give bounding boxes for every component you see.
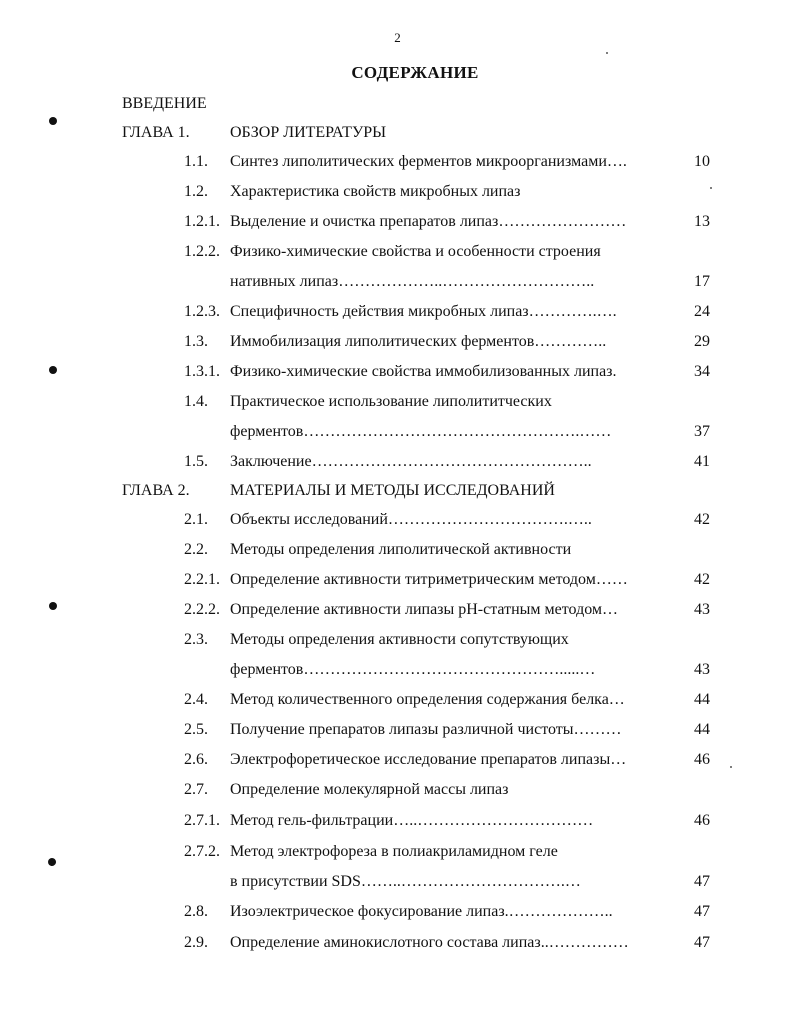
entry-page: 10 <box>694 153 710 170</box>
entry-page: 47 <box>694 873 710 890</box>
entry-number: 2.2.2. <box>184 601 220 618</box>
toc-entry <box>0 746 795 774</box>
toc-intro <box>0 90 795 118</box>
toc-entry <box>0 448 795 476</box>
toc-entry <box>0 686 795 714</box>
entry-number: 1.2.1. <box>184 213 220 230</box>
entry-number: 1.2.3. <box>184 303 220 320</box>
entry-text: Характеристика свойств микробных липаз <box>230 183 521 200</box>
entry-page: 47 <box>694 934 710 951</box>
entry-text: Синтез липолитических ферментов микроорганизмами…. <box>230 153 627 170</box>
toc-entry <box>0 328 795 356</box>
toc-entry <box>0 929 795 957</box>
entry-text: Электрофоретическое исследование препаратов липазы… <box>230 751 627 768</box>
entry-text: Методы определения липолитической активности <box>230 541 572 558</box>
intro-label: ВВЕДЕНИЕ <box>122 95 207 112</box>
toc-entry <box>0 536 795 564</box>
toc-entry <box>0 838 795 866</box>
toc-entry <box>0 268 795 296</box>
scan-speck <box>730 766 732 768</box>
toc-entry <box>0 506 795 534</box>
entry-text: Метод электрофореза в полиакриламидном геле <box>230 843 558 860</box>
entry-text: Физико-химические свойства иммобилизованных липаз. <box>230 363 617 380</box>
toc-entry <box>0 807 795 835</box>
chapter-label: ГЛАВА 2. <box>122 482 190 499</box>
entry-number: 2.7.1. <box>184 812 220 829</box>
entry-text: Специфичность действия микробных липаз………….…. <box>230 303 617 320</box>
scan-speck <box>606 52 608 54</box>
entry-number: 2.4. <box>184 691 208 708</box>
entry-text: Определение молекулярной массы липаз <box>230 781 509 798</box>
entry-number: 2.3. <box>184 631 208 648</box>
entry-number: 1.2.2. <box>184 243 220 260</box>
entry-page: 43 <box>694 661 710 678</box>
entry-text: Изоэлектрическое фокусирование липаз.……………….. <box>230 903 613 920</box>
page-title: СОДЕРЖАНИЕ <box>351 63 479 82</box>
toc-chapter <box>0 477 795 505</box>
entry-text: Заключение…………………………………………….. <box>230 453 592 470</box>
toc-entry <box>0 208 795 236</box>
toc-entry <box>0 656 795 684</box>
entry-text: нативных липаз………………..……………………….. <box>230 273 595 290</box>
entry-text: Определение активности липазы pH-статным методом… <box>230 601 619 618</box>
toc-entry <box>0 596 795 624</box>
entry-number: 2.2.1. <box>184 571 220 588</box>
entry-text: Получение препаратов липазы различной чистоты……… <box>230 721 622 738</box>
entry-text: Метод гель-фильтрации…..…………………………… <box>230 812 594 829</box>
entry-text: ферментов………………………………………….....… <box>230 661 596 678</box>
punch-hole-mark <box>49 117 57 125</box>
entry-text: Иммобилизация липолитических ферментов………….. <box>230 333 607 350</box>
chapter-title: МАТЕРИАЛЫ И МЕТОДЫ ИССЛЕДОВАНИЙ <box>230 482 555 499</box>
entry-page: 41 <box>694 453 710 470</box>
entry-number: 2.7.2. <box>184 843 220 860</box>
toc-entry <box>0 238 795 266</box>
entry-number: 1.5. <box>184 453 208 470</box>
entry-number: 1.3. <box>184 333 208 350</box>
entry-number: 2.9. <box>184 934 208 951</box>
entry-text: Физико-химические свойства и особенности строения <box>230 243 601 260</box>
toc-entry <box>0 148 795 176</box>
entry-page: 24 <box>694 303 710 320</box>
entry-page: 34 <box>694 363 710 380</box>
page-number: 2 <box>394 30 401 45</box>
toc-chapter <box>0 119 795 147</box>
entry-page: 42 <box>694 511 710 528</box>
toc-entry <box>0 418 795 446</box>
entry-page: 46 <box>694 812 710 829</box>
entry-text: Выделение и очистка препаратов липаз…………………… <box>230 213 627 230</box>
entry-page: 13 <box>694 213 710 230</box>
punch-hole-mark <box>49 366 57 374</box>
entry-page: 46 <box>694 751 710 768</box>
entry-page: 37 <box>694 423 710 440</box>
punch-hole-mark <box>49 602 57 610</box>
toc-entry <box>0 868 795 896</box>
toc-entry <box>0 388 795 416</box>
entry-number: 2.5. <box>184 721 208 738</box>
entry-page: 42 <box>694 571 710 588</box>
entry-text: ферментов…………………………………………….…… <box>230 423 612 440</box>
toc-entry <box>0 178 795 206</box>
entry-text: Практическое использование липолититческих <box>230 393 552 410</box>
entry-number: 2.7. <box>184 781 208 798</box>
chapter-label: ГЛАВА 1. <box>122 124 190 141</box>
entry-page: 43 <box>694 601 710 618</box>
entry-text: Методы определения активности сопутствующих <box>230 631 569 648</box>
chapter-title: ОБЗОР ЛИТЕРАТУРЫ <box>230 124 387 141</box>
toc-entry <box>0 298 795 326</box>
entry-text: Определение активности титриметрическим методом…… <box>230 571 628 588</box>
toc-entry <box>0 898 795 926</box>
toc-entry <box>0 626 795 654</box>
entry-page: 47 <box>694 903 710 920</box>
entry-page: 44 <box>694 721 710 738</box>
entry-number: 1.2. <box>184 183 208 200</box>
toc-entry <box>0 716 795 744</box>
toc-entry <box>0 776 795 804</box>
entry-page: 17 <box>694 273 710 290</box>
toc-entry <box>0 358 795 386</box>
entry-number: 1.3.1. <box>184 363 220 380</box>
scan-speck <box>710 187 712 189</box>
entry-text: Объекты исследований…………………………….….. <box>230 511 592 528</box>
entry-number: 2.8. <box>184 903 208 920</box>
entry-number: 1.4. <box>184 393 208 410</box>
entry-number: 2.6. <box>184 751 208 768</box>
entry-number: 2.1. <box>184 511 208 528</box>
entry-number: 1.1. <box>184 153 208 170</box>
entry-text: Определение аминокислотного состава липаз..…………… <box>230 934 629 951</box>
toc-entry <box>0 566 795 594</box>
entry-page: 44 <box>694 691 710 708</box>
entry-text: в присутствии SDS……..………………………….… <box>230 873 581 890</box>
entry-number: 2.2. <box>184 541 208 558</box>
entry-page: 29 <box>694 333 710 350</box>
entry-text: Метод количественного определения содержания белка… <box>230 691 625 708</box>
